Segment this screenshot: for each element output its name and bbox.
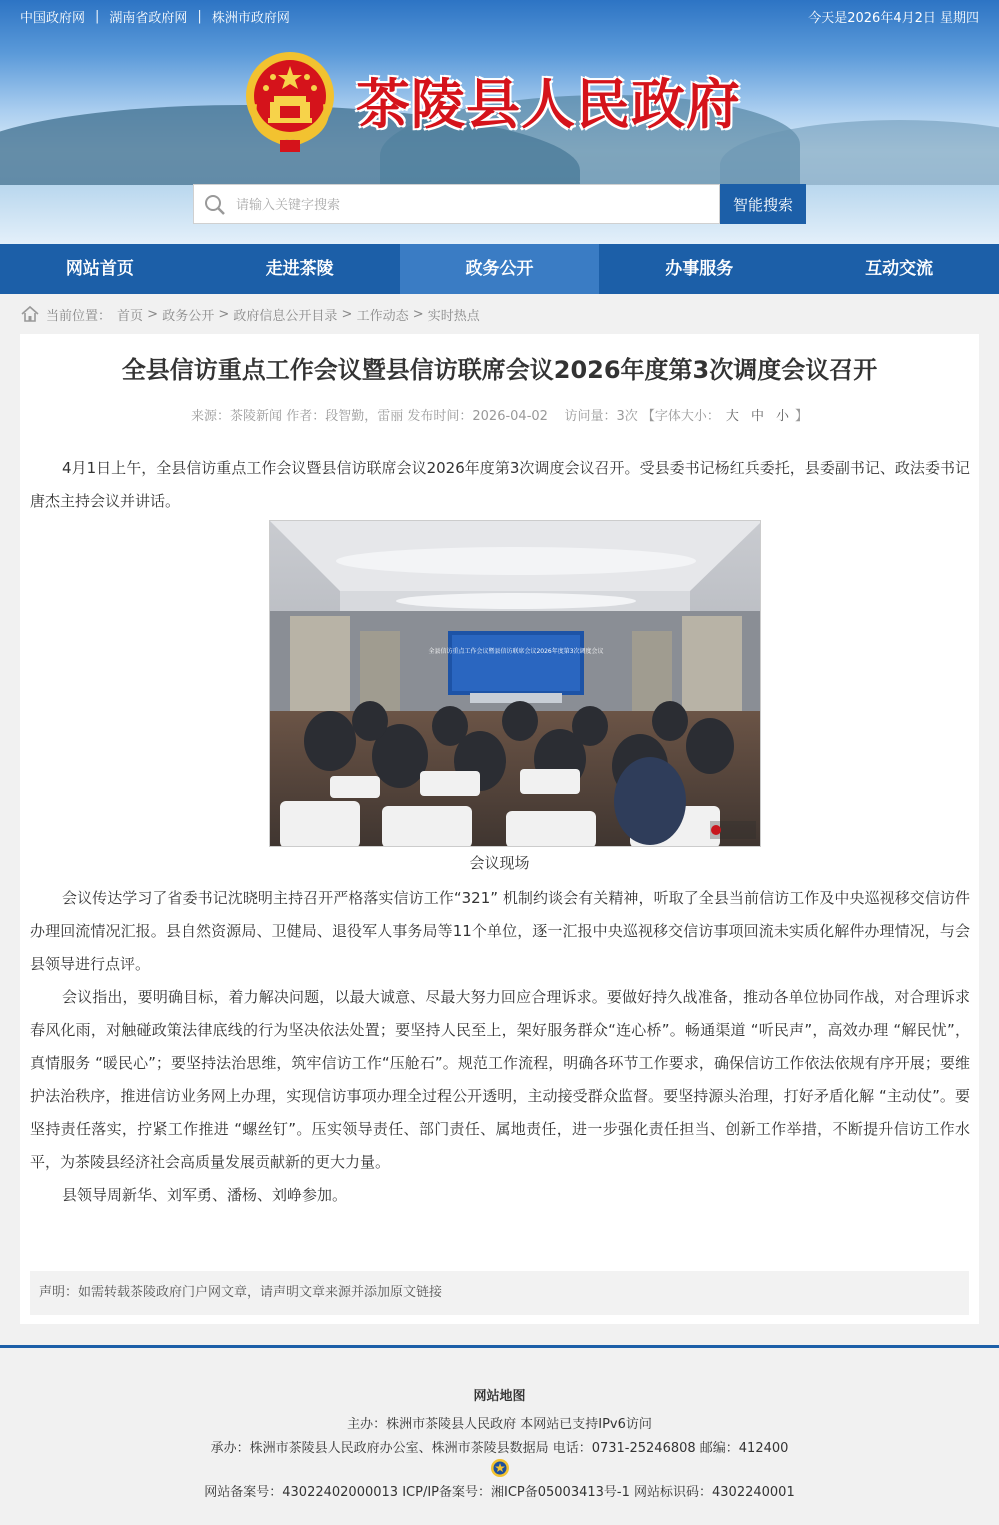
- date-text: 今天是2026年4月2日 星期四: [808, 11, 979, 26]
- nav-item-interaction[interactable]: 互动交流: [865, 259, 934, 279]
- article-title: 全县信访重点工作会议暨县信访联席会议2026年度第3次调度会议召开: [121, 356, 878, 384]
- footer-record: 网站备案号：43022402000013 ICP/IP备案号：湘ICP备05003413号-1 网站标识码：4302240001: [204, 1485, 795, 1500]
- nav-item-services[interactable]: 办事服务: [665, 259, 734, 279]
- breadcrumb-separator: >: [214, 306, 234, 322]
- article-paragraph: 会议传达学习了省委书记沈晓明主持召开严格落实信访工作“321” 机制约谈会有关精神，听取了全县当前信访工作及中央巡视移交信访件办理回流情况汇报。县自然资源局、卫健局、退役军人事务局等11个单位，逐一汇报中央巡视移交信访事项回流未实质化解件办理情况，与会县领导进行点评。: [30, 889, 970, 973]
- meta-date-label: 发布时间：: [407, 409, 473, 424]
- top-link-zhuzhou[interactable]: 株洲市政府网: [211, 11, 290, 26]
- main-nav: [0, 244, 999, 294]
- breadcrumb-separator: >: [408, 306, 428, 322]
- nav-item-about[interactable]: 走进茶陵: [265, 259, 334, 279]
- article-paragraph: 4月1日上午，全县信访重点工作会议暨县信访联席会议2026年度第3次调度会议召开。受县委书记杨红兵委托，县委副书记、政法委书记唐杰主持会议并讲话。: [30, 459, 970, 510]
- meeting-photo: [269, 520, 761, 847]
- image-caption: 会议现场: [469, 854, 530, 872]
- nav-item-gov-info[interactable]: 政务公开: [400, 244, 600, 294]
- meta-views: 3次: [616, 409, 638, 424]
- meta-author: 段智勤，雷丽: [325, 409, 404, 424]
- screen-text: 全县信访重点工作会议暨县信访联席会议2026年度第3次调度会议: [428, 648, 604, 655]
- search-input[interactable]: [236, 191, 706, 219]
- national-emblem-icon: [240, 44, 340, 154]
- top-links: [20, 7, 290, 26]
- link-separator: |: [95, 9, 100, 24]
- font-size-small-button[interactable]: 小: [775, 409, 789, 424]
- police-badge-icon[interactable]: [490, 1458, 510, 1478]
- footer: [0, 1345, 999, 1525]
- sitemap-link[interactable]: 网站地图: [473, 1389, 526, 1404]
- meta-source-label: 来源：: [191, 409, 231, 424]
- breadcrumb-separator: >: [143, 306, 163, 322]
- font-size-large-button[interactable]: 大: [725, 409, 739, 424]
- font-size-medium-button[interactable]: 中: [750, 409, 764, 424]
- footer-organizer: 承办：株洲市茶陵县人民政府办公室、株洲市茶陵县数据局 电话：0731-25246808 邮编：412400: [210, 1441, 789, 1456]
- search-button[interactable]: 智能搜索: [720, 184, 806, 224]
- meeting-photo-image: [270, 521, 761, 847]
- article-paragraph: 会议指出，要明确目标，着力解决问题，以最大诚意、尽最大努力回应合理诉求。要做好持久战准备，推动各单位协同作战，对合理诉求春风化雨，对触碰政策法律底线的行为坚决依法处置；要坚持人民至上，架好服务群众“连心桥”。畅通渠道 “听民声”，高效办理 “解民忧”，真情服务 “暖民心”；要坚持法治思维，筑牢信访工作“压舱石”。规范工作流程，明确各环节工作要求，确保信访工作依法依规有序开展；要维护法治秩序，推进信访业务网上办理，实现信访事项办理全过程公开透明，主动接受群众监督。要坚持源头治理，打好矛盾化解 “主动仗”。要坚持责任落实，拧紧工作推进 “螺丝钉”。压实领导责任、部门责任、属地责任，进一步强化责任担当、创新工作举措，不断提升信访工作水平，为茶陵县经济社会高质量发展贡献新的更大力量。: [30, 988, 970, 1171]
- site-title[interactable]: 茶陵县人民政府: [356, 72, 741, 136]
- search-box: [193, 184, 720, 224]
- article-paragraph: 县领导周新华、刘军勇、潘杨、刘峥参加。: [62, 1186, 348, 1204]
- article-card: [20, 334, 979, 1324]
- nav-item-home[interactable]: 网站首页: [65, 259, 134, 279]
- font-size-open: 【字体大小：: [641, 409, 720, 424]
- article-meta: [20, 405, 979, 424]
- font-size-close: 】: [794, 409, 808, 424]
- link-separator: |: [197, 9, 202, 24]
- breadcrumb-item[interactable]: 实时热点: [427, 308, 480, 324]
- footer-sponsor: 主办：株洲市茶陵县人民政府 本网站已支持IPv6访问: [347, 1417, 652, 1432]
- meta-date: 2026-04-02: [472, 409, 548, 424]
- breadcrumb-item[interactable]: 首页: [117, 308, 144, 324]
- breadcrumb-item[interactable]: 工作动态: [356, 308, 409, 324]
- meta-author-label: 作者：: [286, 409, 326, 424]
- meta-source: 茶陵新闻: [230, 409, 283, 424]
- breadcrumb-item[interactable]: 政府信息公开目录: [233, 308, 338, 324]
- search-icon: [204, 194, 226, 216]
- top-link-hunan[interactable]: 湖南省政府网: [109, 11, 188, 26]
- copyright-notice: 声明：如需转载茶陵政府门户网文章，请声明文章来源并添加原文链接: [30, 1271, 969, 1315]
- breadcrumb-prefix: 当前位置：: [46, 308, 112, 324]
- breadcrumb-separator: >: [337, 306, 357, 322]
- blue-jacket: [614, 757, 686, 845]
- top-link-gov[interactable]: 中国政府网: [20, 11, 86, 26]
- header-banner: [0, 0, 999, 244]
- breadcrumb: [20, 300, 480, 328]
- home-icon: [20, 305, 40, 323]
- meta-views-label: 访问量：: [564, 409, 617, 424]
- breadcrumb-item[interactable]: 政务公开: [162, 308, 215, 324]
